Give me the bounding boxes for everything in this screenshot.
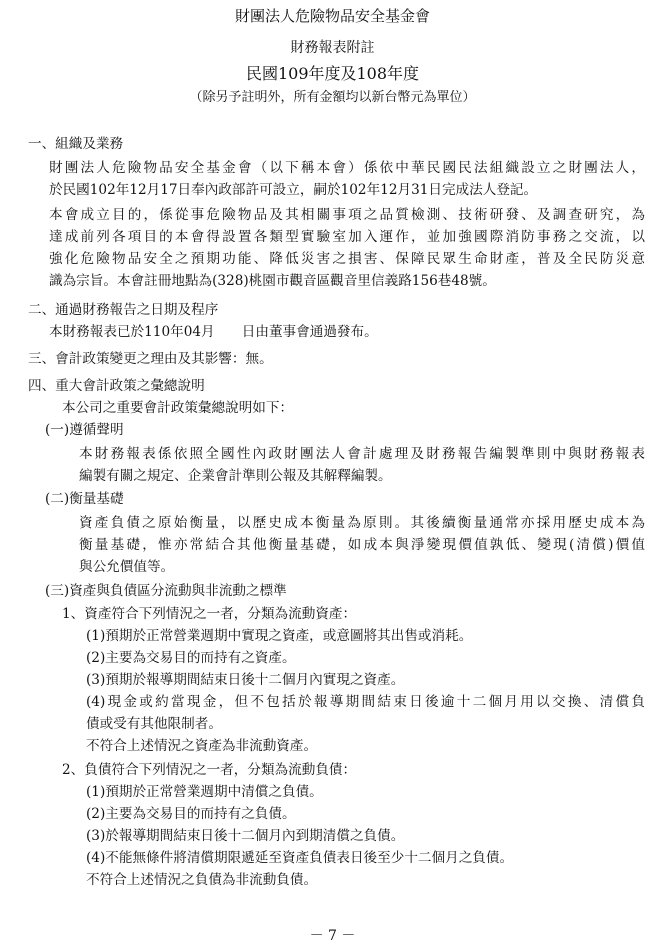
section-1-para2-line4: 識為宗旨。本會註冊地點為(328)桃園市觀音區觀音里信義路156巷48號。 <box>49 273 496 289</box>
liabilities-heading: 2、負債符合下列情況之一者，分類為流動負債： <box>62 762 357 778</box>
section-1-para2-line3: 強化危險物品安全之預期功能、降低災害之損害、保障民眾生命財產，普及全民防災意 <box>49 251 645 267</box>
section-1-heading: 一、組織及業務 <box>28 136 124 152</box>
section-4-heading: 四、重大會計政策之彙總說明 <box>28 378 205 394</box>
assets-heading: 1、資產符合下列情況之一者，分類為流動資產： <box>62 606 357 622</box>
section-2-heading: 二、通過財務報告之日期及程序 <box>28 302 219 318</box>
section-4-intro: 本公司之重要會計政策彙總說明如下： <box>62 400 294 416</box>
section-1-para2-line2: 達成前列各項目的本會得設置各類型實驗室加入運作，並加強國際消防事務之交流，以 <box>49 229 645 245</box>
sub-1-heading: (一)遵循聲明 <box>45 422 124 438</box>
assets-item-2: (2)主要為交易目的而持有之資產。 <box>86 650 296 666</box>
assets-note: 不符合上述情況之資產為非流動資產。 <box>86 738 318 754</box>
section-3-heading: 三、會計政策變更之理由及其影響：無。 <box>28 351 273 367</box>
sub-2-heading: (二)衡量基礎 <box>45 491 124 507</box>
liabilities-item-3: (3)於報導期間結束日後十二個月內到期清償之負債。 <box>86 828 405 844</box>
sub-3-heading: (三)資產與負債區分流動與非流動之標準 <box>45 583 287 599</box>
page-number: － 7 － <box>309 928 356 944</box>
liabilities-item-1: (1)預期於正常營業週期中清償之負債。 <box>86 784 323 800</box>
assets-item-3: (3)預期於報導期間結束日後十二個月內實現之資產。 <box>86 672 405 688</box>
doc-title: 財務報表附註 <box>290 40 375 56</box>
liabilities-note: 不符合上述情況之負債為非流動負債。 <box>86 872 318 888</box>
section-1-para1-line2: 於民國102年12月17日奉內政部許可設立，嗣於102年12月31日完成法人登記。 <box>49 182 538 198</box>
assets-item-4-line2: 債或受有其他限制者。 <box>86 716 222 732</box>
sub-2-line3: 與公允價值等。 <box>79 559 175 575</box>
assets-item-4-line1: (4)現金或約當現金，但不包括於報導期間結束日後逾十二個月用以交換、清償負 <box>86 694 645 710</box>
liabilities-item-4: (4)不能無條件將清償期限遞延至資產負債表日後至少十二個月之負債。 <box>86 850 514 866</box>
liabilities-item-2: (2)主要為交易目的而持有之負債。 <box>86 806 296 822</box>
section-2-text: 本財務報表已於110年04月 日由董事會通過發布。 <box>49 324 378 340</box>
sub-1-line2: 編製有關之規定、企業會計準則公報及其解釋編製。 <box>79 468 392 484</box>
sub-2-line2: 衡量基礎，惟亦常結合其他衡量基礎，如成本與淨變現價值孰低、變現(清償)價值 <box>79 537 645 553</box>
section-1-para1-line1: 財團法人危險物品安全基金會（以下稱本會）係依中華民國民法組織設立之財團法人， <box>49 160 645 176</box>
sub-2-line1: 資產負債之原始衡量，以歷史成本衡量為原則。其後續衡量通常亦採用歷史成本為 <box>79 515 645 531</box>
section-1-para2-line1: 本會成立目的，係從事危險物品及其相關事項之品質檢測、技術研發、及調查研究，為 <box>49 207 645 223</box>
assets-item-1: (1)預期於正常營業週期中實現之資產，或意圖將其出售或消耗。 <box>86 628 473 644</box>
currency-note: （除另予註明外，所有金額均以新台幣元為單位） <box>189 90 476 105</box>
org-name: 財團法人危險物品安全基金會 <box>234 7 430 25</box>
period-title: 民國109年度及108年度 <box>245 64 420 83</box>
sub-1-line1: 本財務報表係依照全國性內政財團法人會計處理及財務報告編製準則中與財務報表 <box>79 446 645 462</box>
